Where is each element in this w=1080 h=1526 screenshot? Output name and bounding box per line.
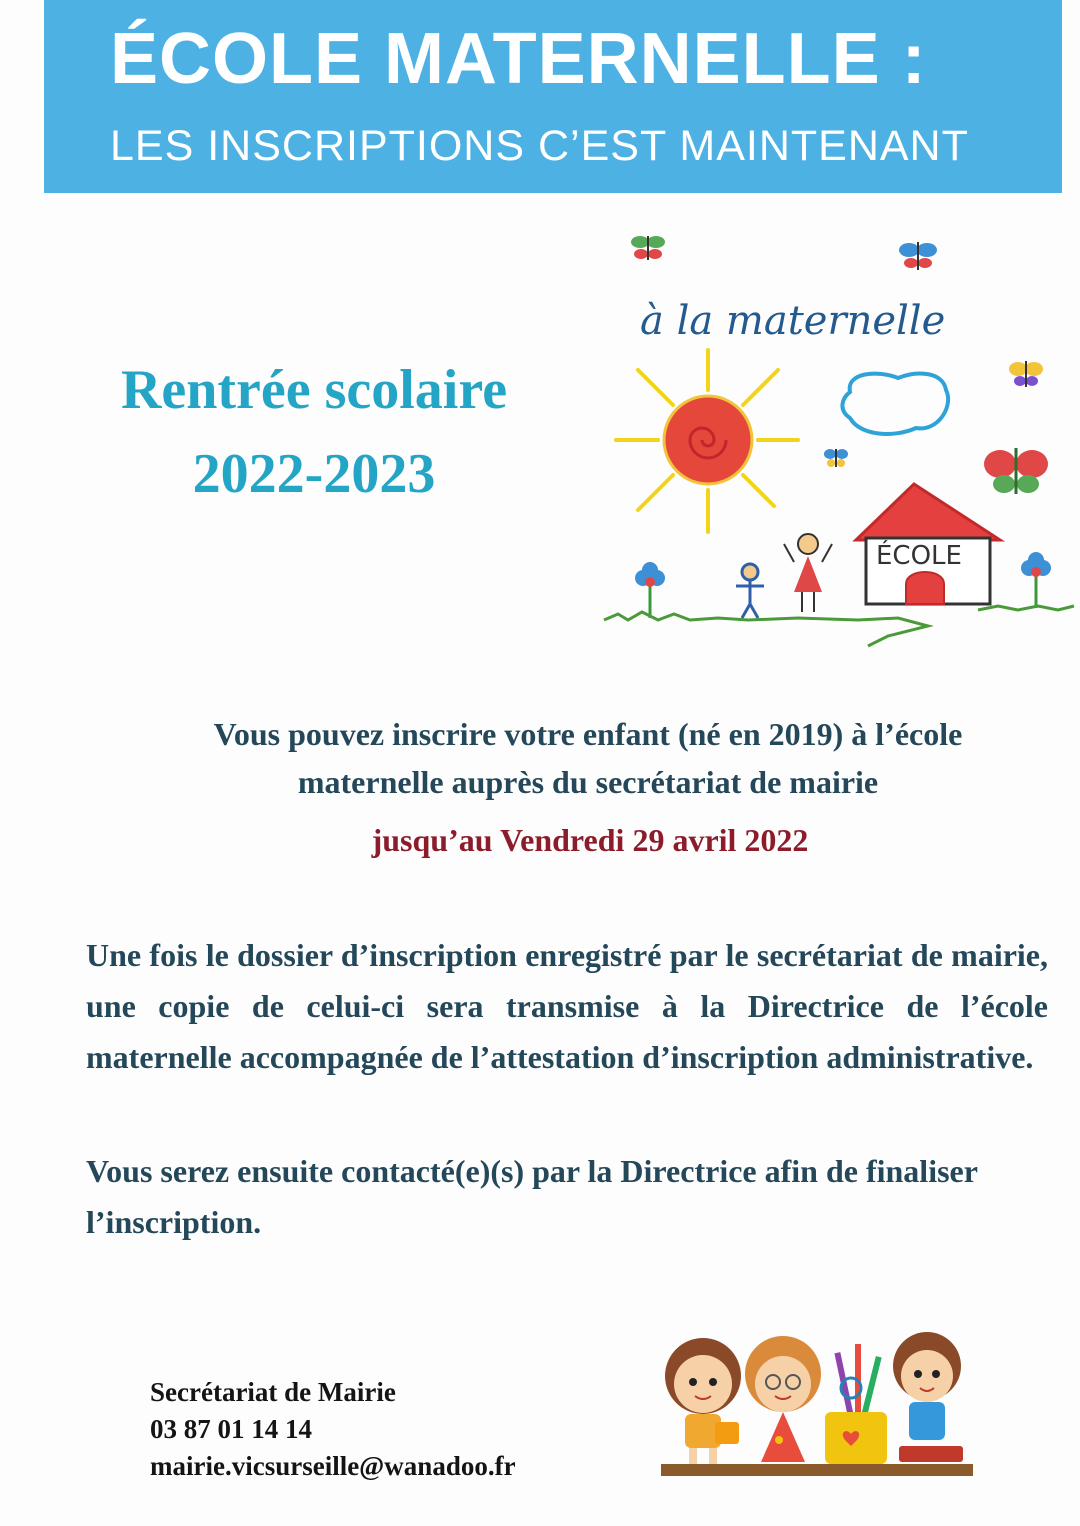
cloud-icon <box>842 374 948 434</box>
child-figure-icon <box>736 564 764 618</box>
procedure-paragraph: Une fois le dossier d’inscription enregistré par le secrétariat de mairie, une copie de celui-ci sera transmise à la Directrice de l’école maternelle accompagnée de l’attestation d’inscription administrative. <box>86 937 1048 1075</box>
school-year-heading <box>40 348 588 516</box>
contact-email: mairie.vicsurseille@wanadoo.fr <box>150 1451 516 1481</box>
drawing-caption: à la maternelle <box>640 298 946 344</box>
grass-line <box>604 606 1074 646</box>
butterfly-icon <box>1009 361 1043 387</box>
school-house-icon <box>856 484 1000 604</box>
butterfly-icon <box>899 242 937 270</box>
header-banner <box>44 0 1062 193</box>
banner-title: ÉCOLE MATERNELLE : <box>110 19 927 99</box>
deadline-text: jusqu’au Vendredi 29 avril 2022 <box>371 822 809 858</box>
house-sign: ÉCOLE <box>876 541 962 571</box>
butterfly-icon <box>631 236 665 260</box>
child-cartoon-icon <box>665 1338 741 1464</box>
contact-block <box>150 1374 516 1485</box>
sun-icon <box>616 350 798 532</box>
contact-name: Secrétariat de Mairie <box>150 1377 396 1407</box>
child-cartoon-icon <box>893 1332 963 1462</box>
flower-icon <box>1021 552 1051 608</box>
pencil-cup-icon <box>825 1344 887 1464</box>
child-figure-icon <box>784 534 832 612</box>
registration-line-2: maternelle auprès du secrétariat de mairie <box>297 764 879 800</box>
children-drawing-illustration <box>598 222 1076 650</box>
registration-line-1: Vous pouvez inscrire votre enfant (né en 2019) à l’école <box>213 716 963 752</box>
butterfly-icon <box>824 449 848 467</box>
contact-phone: 03 87 01 14 14 <box>150 1414 312 1444</box>
school-year-value: 2022-2023 <box>192 443 436 505</box>
child-cartoon-icon <box>745 1336 821 1462</box>
flower-icon <box>635 562 665 618</box>
registration-info <box>100 710 1076 806</box>
kids-illustration <box>655 1330 975 1480</box>
school-year-label: Rentrée scolaire <box>120 359 508 421</box>
butterfly-icon <box>984 448 1048 494</box>
contact-followup-paragraph: Vous serez ensuite contacté(e)(s) par la Directrice afin de finaliser l’inscription. <box>86 1153 978 1240</box>
banner-subtitle: LES INSCRIPTIONS C’EST MAINTENANT <box>110 122 969 170</box>
